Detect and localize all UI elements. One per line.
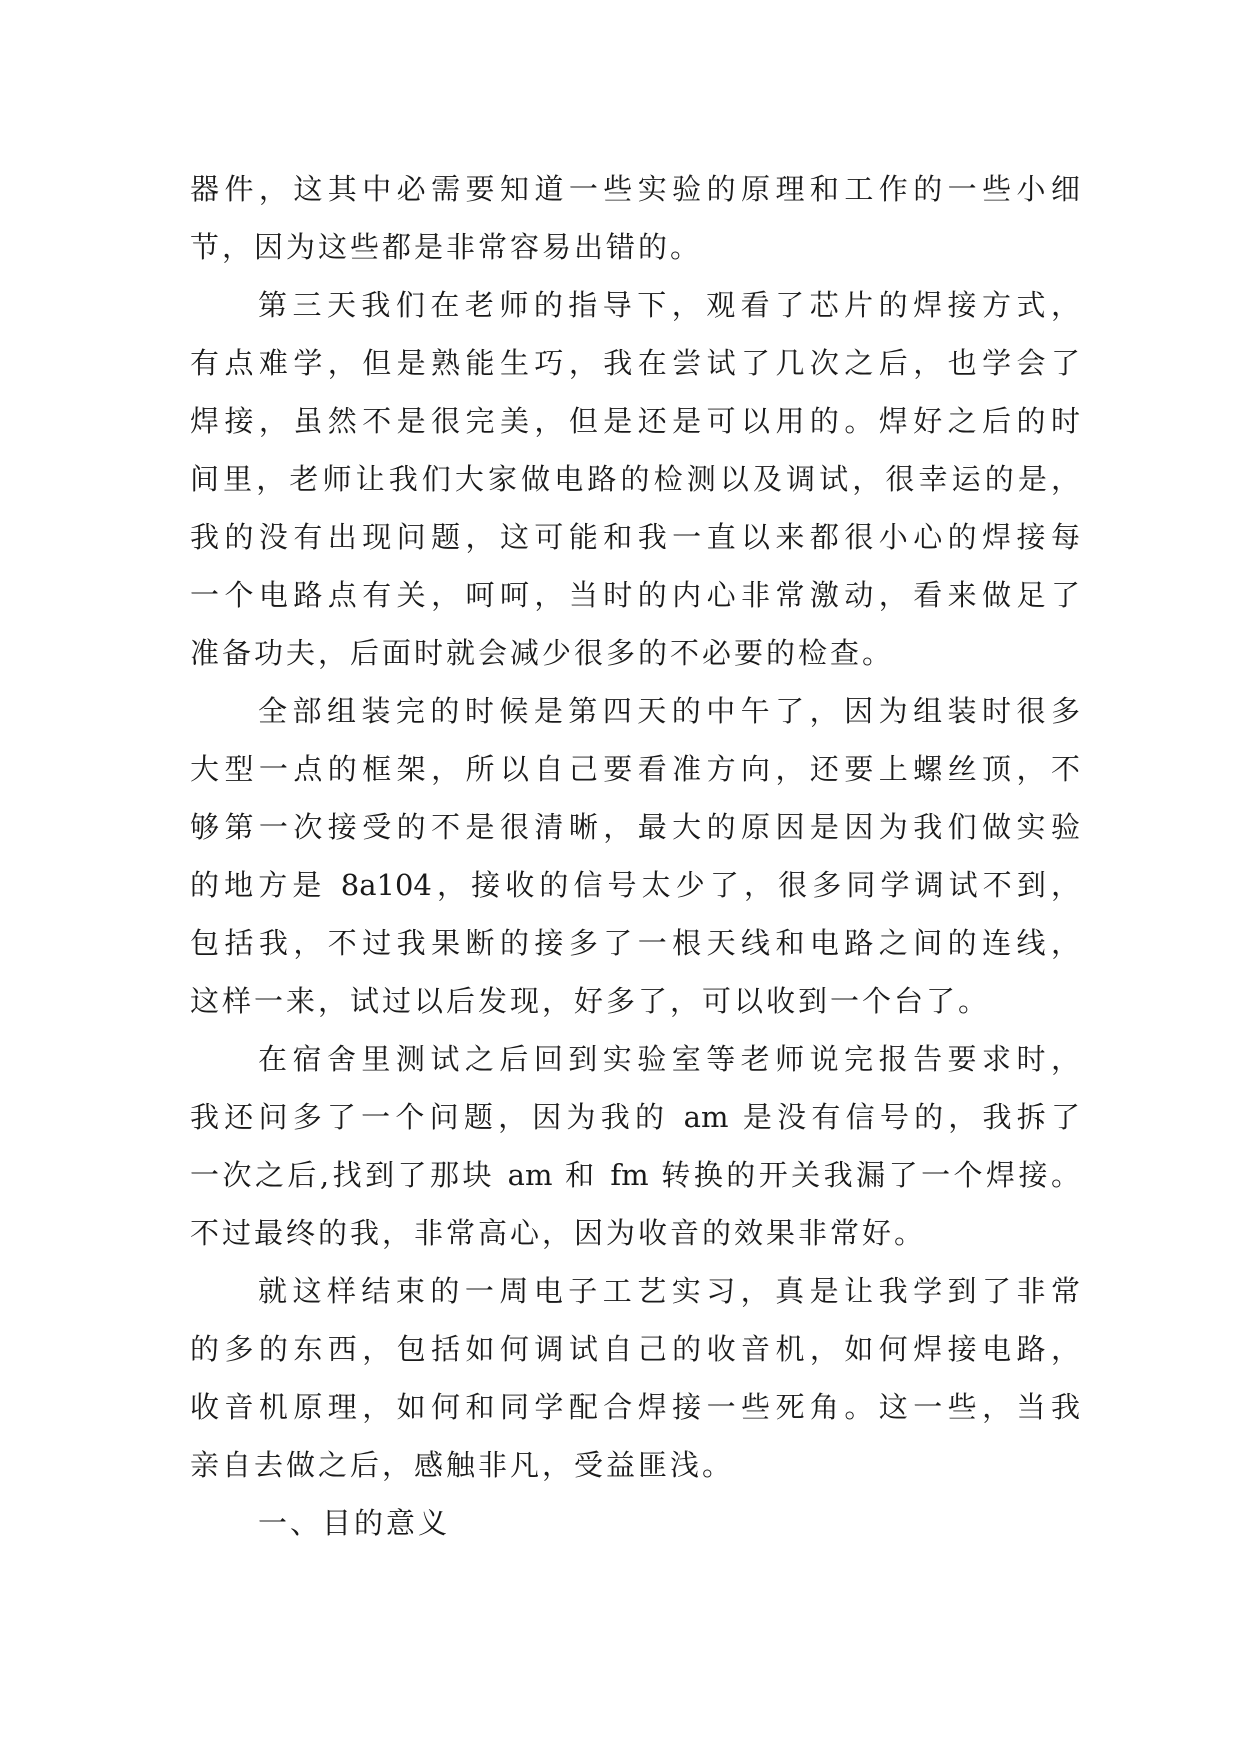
text-line: 的地方是 8a104，接收的信号太少了，很多同学调试不到， xyxy=(190,868,1080,902)
text-line: 有点难学，但是熟能生巧，我在尝试了几次之后，也学会了 xyxy=(190,346,1080,380)
text-line: 器件，这其中必需要知道一些实验的原理和工作的一些小细 xyxy=(190,172,1080,206)
text-line: 间里，老师让我们大家做电路的检测以及调试，很幸运的是， xyxy=(190,462,1080,496)
text-line: 一、目的意义 xyxy=(258,1506,451,1540)
text-line: 一个电路点有关，呵呵，当时的内心非常激动，看来做足了 xyxy=(190,578,1080,612)
text-line: 收音机原理，如何和同学配合焊接一些死角。这一些，当我 xyxy=(190,1390,1080,1424)
text-line: 这样一来，试过以后发现，好多了，可以收到一个台了。 xyxy=(190,984,991,1018)
text-line: 大型一点的框架，所以自己要看准方向，还要上螺丝顶，不 xyxy=(190,752,1080,786)
text-line: 够第一次接受的不是很清晰，最大的原因是因为我们做实验 xyxy=(190,810,1080,844)
text-line: 就这样结束的一周电子工艺实习，真是让我学到了非常 xyxy=(258,1274,1080,1308)
text-line: 亲自去做之后，感触非凡，受益匪浅。 xyxy=(190,1448,735,1482)
text-line: 不过最终的我，非常高心，因为收音的效果非常好。 xyxy=(190,1216,927,1250)
text-line: 准备功夫，后面时就会减少很多的不必要的检查。 xyxy=(190,636,895,670)
text-line: 我还问多了一个问题，因为我的 am 是没有信号的，我拆了 xyxy=(190,1100,1080,1134)
text-line: 包括我，不过我果断的接多了一根天线和电路之间的连线， xyxy=(190,926,1080,960)
body-text xyxy=(190,160,1080,1552)
text-line: 全部组装完的时候是第四天的中午了，因为组装时很多 xyxy=(258,694,1080,728)
text-line: 我的没有出现问题，这可能和我一直以来都很小心的焊接每 xyxy=(190,520,1080,554)
text-line: 一次之后,找到了那块 am 和 fm 转换的开关我漏了一个焊接。 xyxy=(190,1158,1080,1192)
text-line: 在宿舍里测试之后回到实验室等老师说完报告要求时， xyxy=(258,1042,1080,1076)
text-line: 的多的东西，包括如何调试自己的收音机，如何焊接电路， xyxy=(190,1332,1080,1366)
text-line: 节，因为这些都是非常容易出错的。 xyxy=(190,230,703,264)
text-line: 焊接，虽然不是很完美，但是还是可以用的。焊好之后的时 xyxy=(190,404,1080,438)
text-line: 第三天我们在老师的指导下，观看了芯片的焊接方式， xyxy=(258,288,1080,322)
